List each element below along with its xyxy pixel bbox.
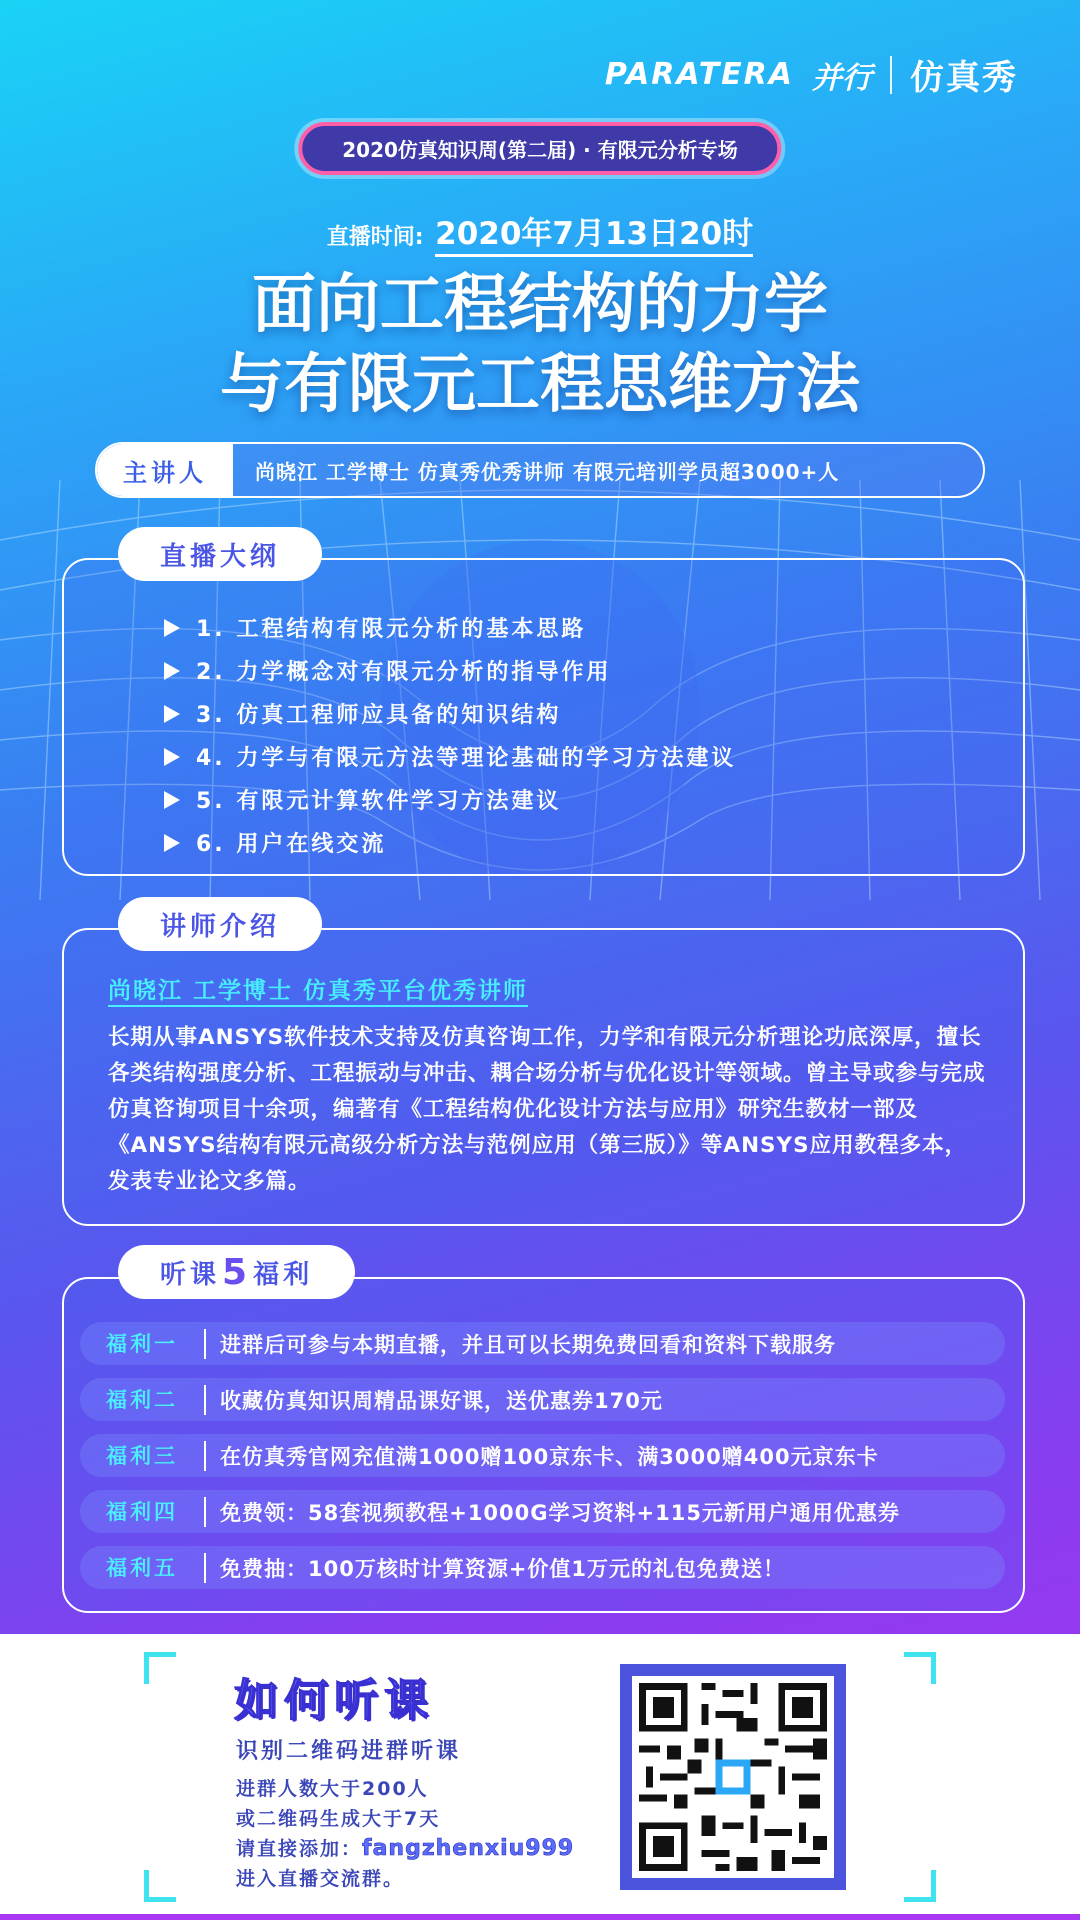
lecturer-headline: 尚晓江 工学博士 仿真秀平台优秀讲师 <box>108 972 528 1007</box>
benefit-label: 福利二 <box>80 1385 206 1415</box>
benefit-row <box>80 1378 1005 1421</box>
qr-code-icon <box>632 1676 834 1878</box>
lecturer-panel <box>62 928 1025 1226</box>
corner-bracket-icon <box>144 1652 176 1684</box>
benefit-text: 在仿真秀官网充值满1000赠100京东卡、满3000赠400元京东卡 <box>220 1444 879 1469</box>
join-steps: 进群人数大于200人 或二维码生成大于7天 请直接添加：fangzhenxiu999 进入直播交流群。 <box>236 1778 575 1890</box>
outline-item: 4. 力学与有限元方法等理论基础的学习方法建议 <box>164 735 1023 778</box>
triangle-bullet-icon <box>164 619 180 637</box>
benefit-row <box>80 1434 1005 1477</box>
benefit-label: 福利一 <box>80 1329 206 1359</box>
benefit-row <box>80 1490 1005 1533</box>
benefit-text: 收藏仿真知识周精品课好课，送优惠券170元 <box>220 1388 663 1413</box>
bingxing-logo: 并行 <box>812 60 872 96</box>
outline-list <box>64 560 1023 864</box>
lecturer-bio: 长期从事ANSYS软件技术支持及仿真咨询工作，力学和有限元分析理论功底深厚，擅长各类结构强度分析、工程振动与冲击、耦合场分析与优化设计等领域。曾主导或参与完成仿真咨询项目十余项，编著有《工程结构优化设计方法与应用》研究生教材一部及《ANSYS结构有限元高级分析方法与范例应用（第三版）》等ANSYS应用教程多本，发表专业论文多篇。 <box>108 1025 986 1194</box>
benefit-label: 福利四 <box>80 1497 206 1527</box>
brand-divider <box>890 56 892 94</box>
benefit-text: 免费抽：100万核时计算资源+价值1万元的礼包免费送！ <box>220 1556 786 1581</box>
benefit-text: 进群后可参与本期直播，并且可以长期免费回看和资料下载服务 <box>220 1332 836 1357</box>
qr-code[interactable] <box>620 1664 846 1890</box>
triangle-bullet-icon <box>164 662 180 680</box>
outline-tab: 直播大纲 <box>118 527 322 581</box>
corner-bracket-icon <box>904 1652 936 1684</box>
triangle-bullet-icon <box>164 748 180 766</box>
lecturer-tab: 讲师介绍 <box>118 897 322 951</box>
outline-panel <box>62 558 1025 876</box>
benefit-label: 福利五 <box>80 1553 206 1583</box>
benefit-label: 福利三 <box>80 1441 206 1471</box>
paratera-logo: PARATERA <box>604 57 794 92</box>
corner-bracket-icon <box>144 1870 176 1902</box>
outline-item: 3. 仿真工程师应具备的知识结构 <box>164 692 1023 735</box>
outline-item: 5. 有限元计算软件学习方法建议 <box>164 778 1023 821</box>
how-to-attend-section <box>0 1634 1080 1920</box>
fangzhenxiu-logo: 仿真秀 <box>910 58 1018 98</box>
triangle-bullet-icon <box>164 834 180 852</box>
bottom-accent-bar <box>0 1914 1080 1920</box>
wechat-id[interactable]: fangzhenxiu999 <box>362 1836 575 1861</box>
event-badge: 2020仿真知识周(第二届) · 有限元分析专场 <box>298 122 781 175</box>
broadcast-time <box>0 208 1080 253</box>
title-line-1: 面向工程结构的力学 <box>252 268 828 342</box>
outline-item: 6. 用户在线交流 <box>164 821 1023 864</box>
scan-instruction: 识别二维码进群听课 <box>236 1739 462 1764</box>
triangle-bullet-icon <box>164 705 180 723</box>
how-title: 如何听课 <box>234 1675 434 1726</box>
benefits-panel <box>62 1277 1025 1613</box>
benefits-tab: 听课 5 福利 <box>118 1245 355 1299</box>
speaker-bar <box>95 442 985 498</box>
brand-header <box>605 50 1018 99</box>
outline-item: 2. 力学概念对有限元分析的指导作用 <box>164 649 1023 692</box>
corner-bracket-icon <box>904 1870 936 1902</box>
speaker-info: 尚晓江 工学博士 仿真秀优秀讲师 有限元培训学员超3000+人 <box>255 459 840 484</box>
speaker-tag: 主讲人 <box>97 444 233 496</box>
page-title <box>0 265 1080 425</box>
benefit-row <box>80 1546 1005 1589</box>
benefit-text: 免费领：58套视频教程+1000G学习资料+115元新用户通用优惠券 <box>220 1500 900 1525</box>
benefit-row <box>80 1322 1005 1365</box>
outline-item: 1. 工程结构有限元分析的基本思路 <box>164 606 1023 649</box>
title-line-2: 与有限元工程思维方法 <box>220 348 860 422</box>
triangle-bullet-icon <box>164 791 180 809</box>
broadcast-time-value: 2020年7月13日20时 <box>435 216 753 257</box>
broadcast-time-label: 直播时间: <box>326 225 424 250</box>
